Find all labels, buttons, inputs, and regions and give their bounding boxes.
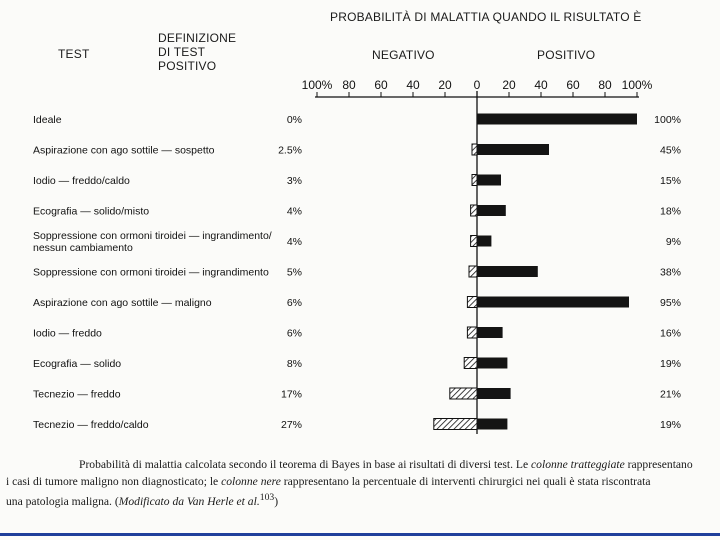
positive-value-label: 19% <box>659 358 681 370</box>
x-tick-label: 40 <box>406 78 420 92</box>
hatched-bar <box>464 358 477 369</box>
test-label: Ideale <box>33 114 62 126</box>
solid-bar <box>477 114 637 125</box>
solid-bar <box>477 236 491 247</box>
caption-line-1 <box>6 457 712 474</box>
positive-value-label: 18% <box>659 205 681 218</box>
bottom-accent-line <box>0 533 720 536</box>
hatched-bar <box>471 205 477 216</box>
x-tick-label: 40 <box>534 78 548 92</box>
positive-value-label: 38% <box>659 266 681 279</box>
solid-bar <box>477 327 503 338</box>
rows-group <box>33 114 681 432</box>
caption-line-2 <box>6 474 712 491</box>
caption-line-3-a: una patologia maligna. ( <box>6 494 119 508</box>
definition-label: 4% <box>286 236 302 248</box>
positive-label: POSITIVO <box>537 48 596 62</box>
solid-bar <box>477 144 549 155</box>
definition-label: 17% <box>280 388 302 401</box>
definition-label: 27% <box>280 419 302 431</box>
test-label: Iodio — freddo/caldo <box>33 175 130 187</box>
definition-label: 4% <box>286 205 302 218</box>
x-tick-label: 60 <box>374 78 388 92</box>
x-tick-label: 20 <box>502 78 516 92</box>
definition-label: 0% <box>286 114 302 126</box>
x-tick-label: 100% <box>621 78 653 92</box>
figure-caption <box>6 457 712 510</box>
test-label: Tecnezio — freddo <box>33 388 121 401</box>
caption-line-3-c: ) <box>274 494 279 508</box>
header-test: TEST <box>58 47 90 61</box>
header-definition-line-2: DI TEST <box>158 45 206 59</box>
x-tick-label: 80 <box>598 78 612 92</box>
solid-bar <box>477 266 538 277</box>
positive-value-label: 100% <box>654 114 681 126</box>
hatched-bar <box>469 266 477 277</box>
definition-label: 6% <box>286 327 302 340</box>
test-label: Soppressione con ormoni tiroidei — ingrandimento/ <box>33 230 272 242</box>
test-label: Aspirazione con ago sottile — sospetto <box>33 144 215 157</box>
hatched-bar <box>434 419 477 430</box>
positive-value-label: 16% <box>659 327 681 340</box>
definition-label: 6% <box>286 297 302 309</box>
positive-value-label: 21% <box>659 388 681 401</box>
hatched-bar <box>472 175 477 186</box>
caption-hatched-term: colonne tratteggiate <box>531 458 625 471</box>
x-tick-label: 80 <box>342 78 356 92</box>
definition-label: 2.5% <box>278 144 302 157</box>
definition-label: 3% <box>286 175 302 187</box>
caption-line-3 <box>6 490 712 510</box>
caption-black-term: colonne nere <box>221 474 281 488</box>
test-label: nessun cambiamento <box>33 242 133 254</box>
caption-source: Modificato da Van Herle et al. <box>118 494 260 508</box>
positive-value-label: 45% <box>659 144 681 157</box>
negative-label: NEGATIVO <box>372 48 435 62</box>
caption-line-1-a: Probabilità di malattia calcolata secondo il teorema di Bayes in base ai risultati di diversi test. Le <box>79 458 532 471</box>
test-label: Tecnezio — freddo/caldo <box>33 419 149 431</box>
definition-label: 8% <box>286 358 302 370</box>
x-tick-label: 0 <box>473 78 481 92</box>
hatched-bar <box>471 236 477 247</box>
hatched-bar <box>467 327 477 338</box>
caption-line-1-c: rappresentano <box>624 458 693 471</box>
x-tick-label: 100% <box>301 78 333 92</box>
solid-bar <box>477 297 629 308</box>
positive-value-label: 19% <box>659 419 681 431</box>
solid-bar <box>477 419 507 430</box>
chart-title: PROBABILITÀ DI MALATTIA QUANDO IL RISULTATO È <box>330 10 642 24</box>
solid-bar <box>477 205 506 216</box>
header-definition-line-1: DEFINIZIONE <box>158 31 237 45</box>
hatched-bar <box>450 388 477 399</box>
hatched-bar <box>472 144 477 155</box>
test-label: Ecografia — solido <box>33 358 122 370</box>
x-tick-label: 60 <box>566 78 580 92</box>
caption-reference: 103 <box>259 492 275 503</box>
header-definition-line-3: POSITIVO <box>158 59 217 73</box>
solid-bar <box>477 388 511 399</box>
test-label: Soppressione con ormoni tiroidei — ingrandimento <box>33 266 269 279</box>
positive-value-label: 9% <box>665 236 681 248</box>
hatched-bar <box>467 297 477 308</box>
definition-label: 5% <box>286 266 302 279</box>
solid-bar <box>477 358 507 369</box>
positive-value-label: 95% <box>659 297 681 309</box>
caption-line-2-c: rappresentano la percentuale di interventi chirurgici nei quali è stata riscontrata <box>280 474 651 488</box>
axis-group <box>302 78 653 434</box>
caption-line-2-a: i casi di tumore maligno non diagnosticato; le <box>6 474 222 488</box>
test-label: Ecografia — solido/misto <box>33 205 150 218</box>
x-tick-label: 20 <box>438 78 452 92</box>
test-label: Aspirazione con ago sottile — maligno <box>33 297 212 309</box>
solid-bar <box>477 175 501 186</box>
positive-value-label: 15% <box>659 175 681 187</box>
test-label: Iodio — freddo <box>33 327 102 340</box>
